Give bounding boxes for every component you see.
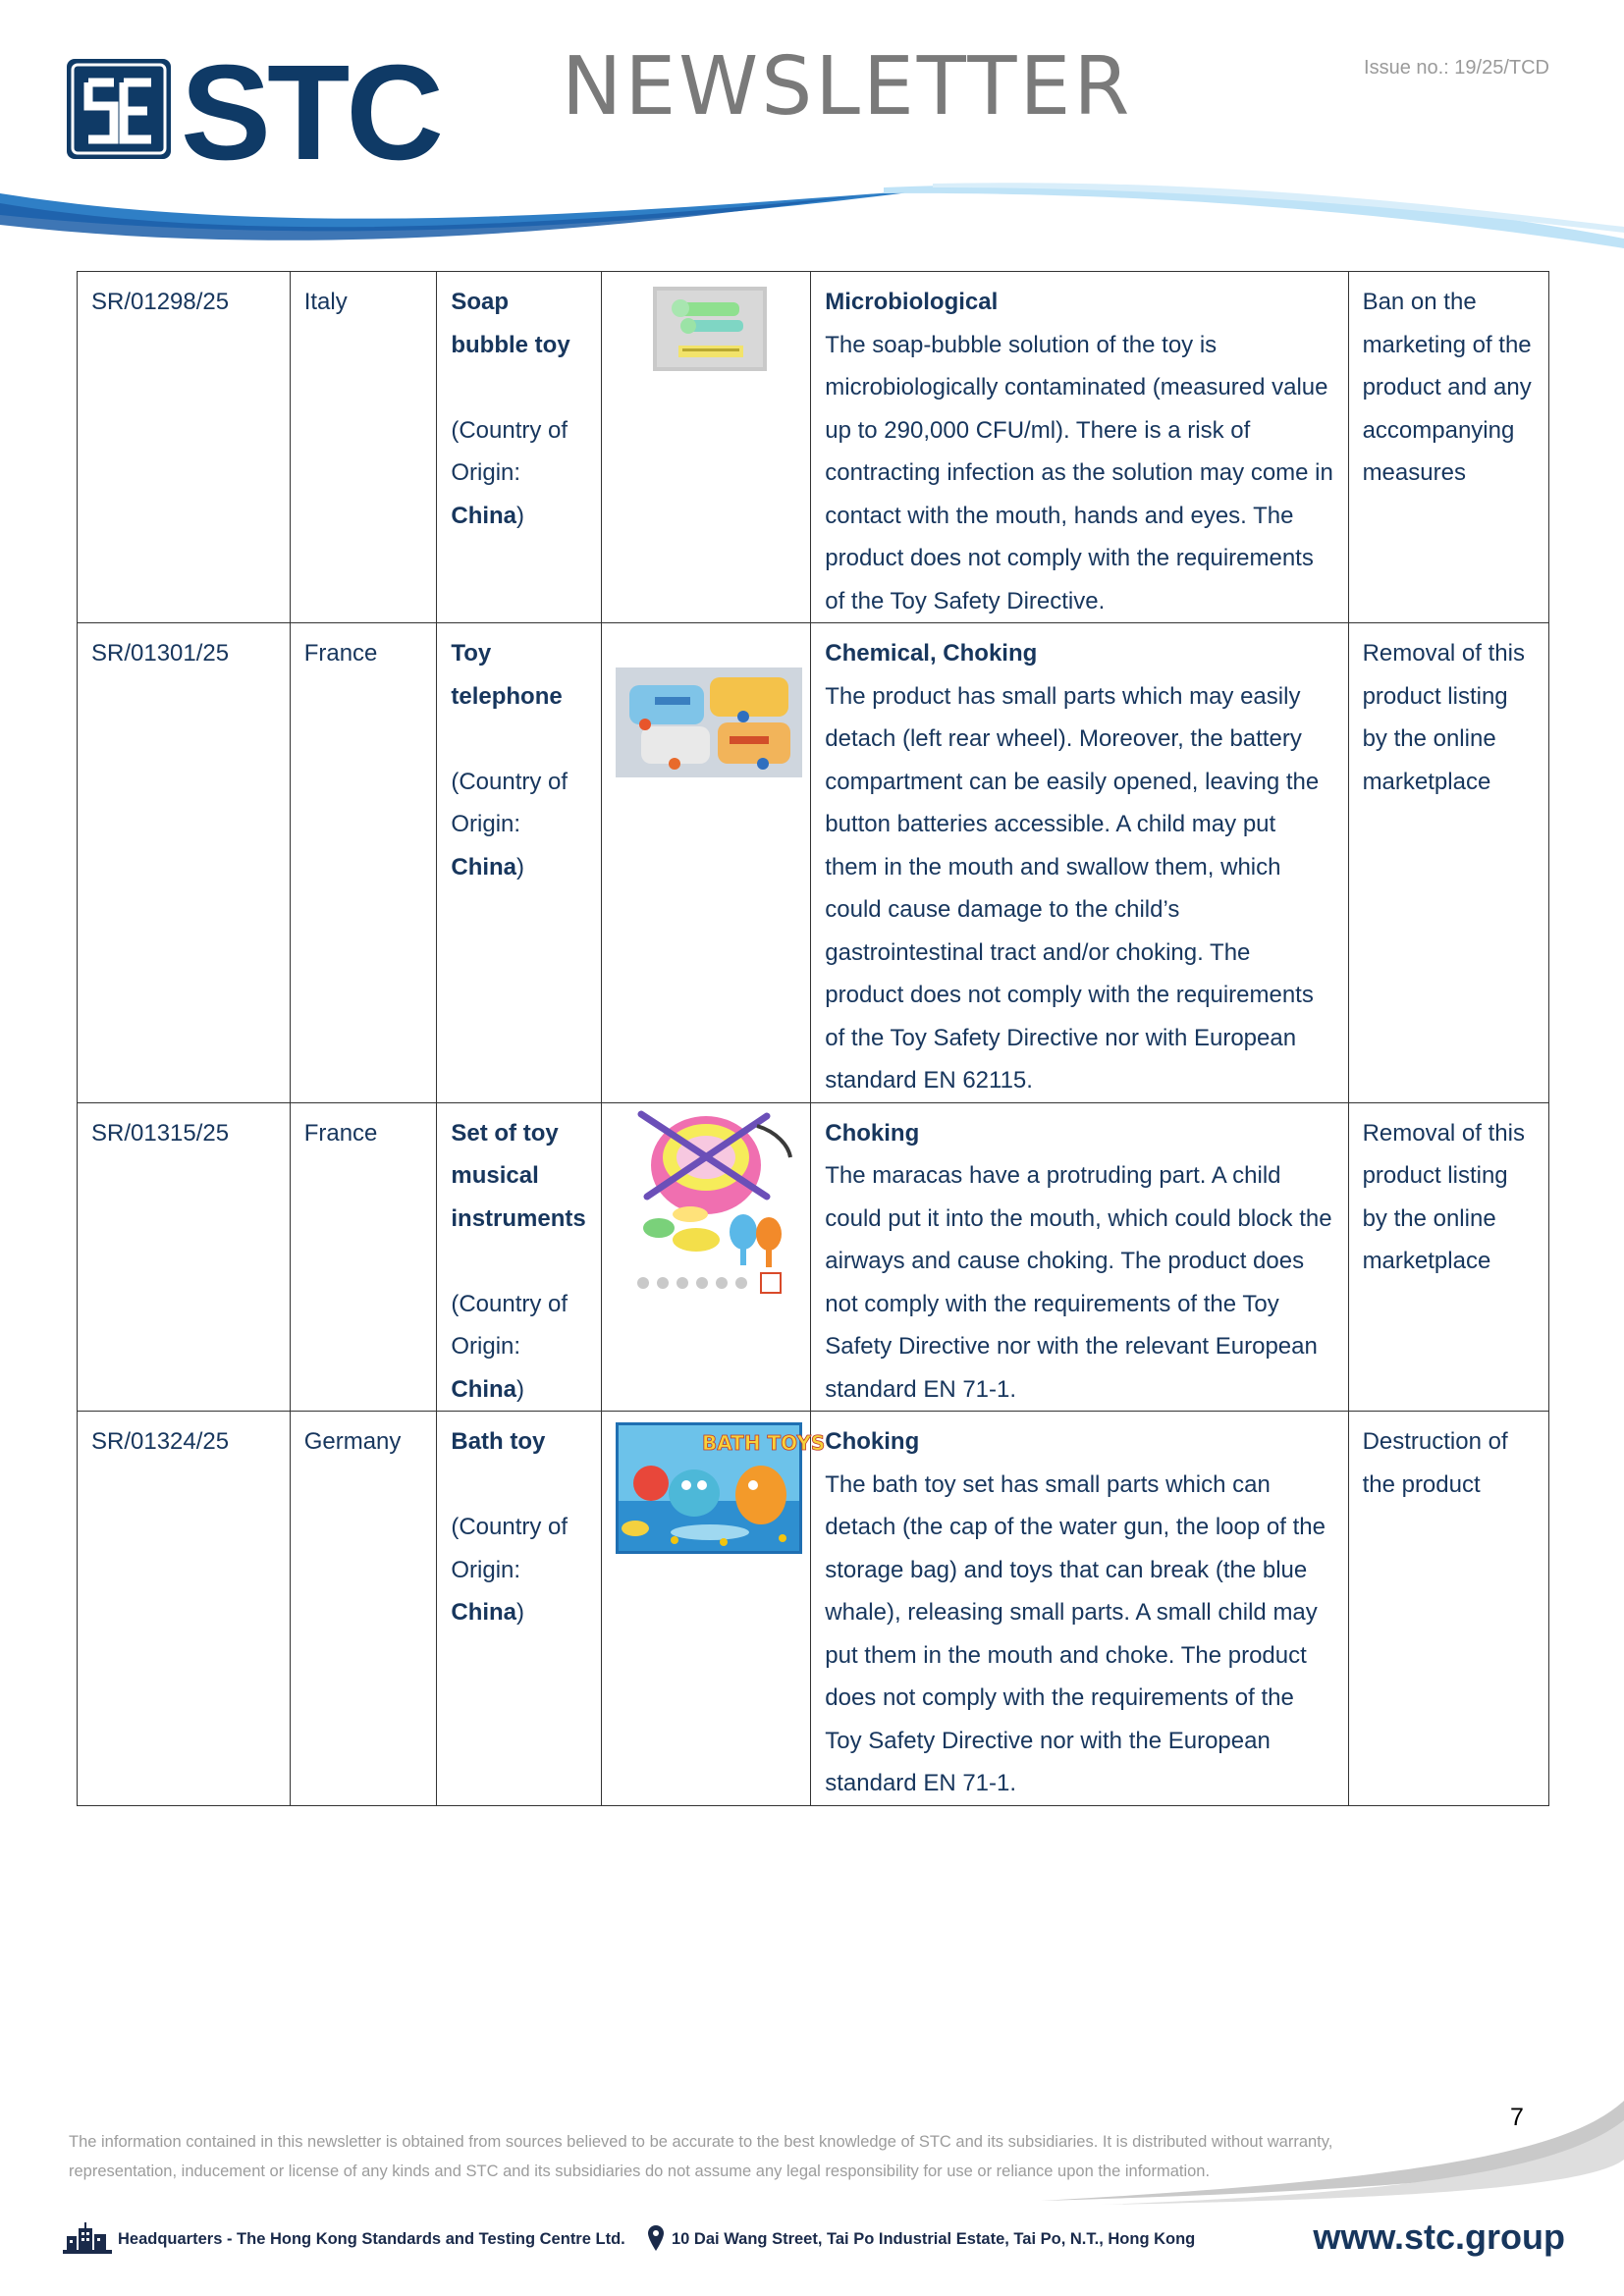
- risk-description-cell: [811, 272, 1348, 623]
- header-swoosh: [0, 182, 1624, 260]
- product-cell: [437, 1412, 602, 1806]
- origin-label: (Country of: [451, 768, 568, 795]
- origin-label: (Country of: [451, 416, 568, 444]
- disclaimer: The information contained in this newsletter is obtained from sources believed to be accurate to the best knowledge of STC and its subsidiaries. It is distributed without warranty, representation, inducement or license of any kinds and STC and its subsidiaries do not assume any legal responsibility for use or reliance upon the information.: [69, 2133, 1333, 2180]
- product-image-cell: [601, 623, 810, 1103]
- origin-label: Origin:: [451, 811, 521, 837]
- origin-country-line: [451, 846, 587, 889]
- product-name: Toy telephone: [451, 640, 563, 710]
- headquarters-text: Headquarters - The Hong Kong Standards and Testing Centre Ltd.: [118, 2230, 625, 2248]
- measures-taken: Removal of this product listing by the online marketplace: [1348, 1102, 1548, 1412]
- table-row: [78, 1102, 1549, 1412]
- footer-bar: [63, 2216, 1565, 2262]
- origin-country-line: [451, 1368, 587, 1412]
- product-image-cell: [601, 1102, 810, 1412]
- svg-text:BATH TOYS: BATH TOYS: [701, 1431, 826, 1455]
- recall-table: [77, 271, 1549, 1806]
- product-cell: [437, 272, 602, 623]
- origin-label: Origin:: [451, 1333, 521, 1360]
- risk-type: Choking: [825, 1428, 920, 1455]
- page-number: 7: [1510, 2104, 1524, 2131]
- risk-description-cell: [811, 1412, 1348, 1806]
- website-link[interactable]: www.stc.group: [1313, 2216, 1565, 2257]
- origin-label: Origin:: [451, 459, 521, 486]
- bath-toy-photo: [616, 1422, 826, 1554]
- origin-country: China: [451, 1599, 517, 1626]
- musical-instruments-photo: [620, 1106, 792, 1303]
- reference-number: SR/01315/25: [78, 1102, 291, 1412]
- table-row: [78, 1412, 1549, 1806]
- product-name: Soap bubble toy: [451, 289, 570, 358]
- measures-taken: Ban on the marketing of the product and any accompanying measures: [1348, 272, 1548, 623]
- product-name: Bath toy: [451, 1428, 546, 1455]
- soap-bubble-toy-photo: [653, 287, 767, 371]
- risk-description: The soap-bubble solution of the toy is microbiologically contaminated (measured value up to 290,000 CFU/ml). There is a risk of contracting infection as the solution may come in contact with the mouth, hands and eyes. The product does not comply with the requirements of the Toy Safety Directive.: [825, 331, 1333, 614]
- origin-close: ): [516, 1375, 525, 1403]
- product-image-cell: [601, 1412, 826, 1806]
- address-text: 10 Dai Wang Street, Tai Po Industrial Estate, Tai Po, N.T., Hong Kong: [672, 2230, 1196, 2248]
- notifying-country: Italy: [290, 272, 437, 623]
- risk-type: Choking: [825, 1119, 920, 1147]
- location-pin-icon: [648, 2225, 664, 2251]
- table-row: [78, 272, 1549, 623]
- origin-close: ): [516, 502, 525, 529]
- toy-telephone-photo: [616, 667, 802, 777]
- issue-number: Issue no.: 19/25/TCD: [1364, 57, 1549, 79]
- product-name: Set of toy musical instruments: [451, 1119, 586, 1232]
- product-cell: [437, 1102, 602, 1412]
- notifying-country: Germany: [290, 1412, 437, 1806]
- svg-text:STC: STC: [181, 37, 440, 188]
- reference-number: SR/01324/25: [78, 1412, 291, 1806]
- risk-description: The bath toy set has small parts which can detach (the cap of the water gun, the loop of the storage bag) and toys that can break (the blue whale), releasing small parts. A small child may put them in the mouth and choke. The product does not comply with the requirements of the Toy Safety Directive nor with the European standard EN 71-1.: [825, 1470, 1326, 1796]
- notifying-country: France: [290, 623, 437, 1103]
- notifying-country: France: [290, 1102, 437, 1412]
- reference-number: SR/01298/25: [78, 272, 291, 623]
- table-row: [78, 623, 1549, 1103]
- risk-type: Microbiological: [825, 289, 999, 315]
- origin-label: Origin:: [451, 1556, 521, 1583]
- product-image-cell: [601, 272, 810, 623]
- measures-taken: Destruction of the product: [1348, 1412, 1548, 1806]
- origin-country-line: [451, 1591, 587, 1634]
- measures-taken: Removal of this product listing by the online marketplace: [1348, 623, 1548, 1103]
- product-cell: [437, 623, 602, 1103]
- origin-label: (Country of: [451, 1290, 568, 1317]
- building-icon: [63, 2222, 112, 2254]
- origin-label: (Country of: [451, 1514, 568, 1540]
- stc-logo: [67, 37, 460, 188]
- risk-description: The product has small parts which may easily detach (left rear wheel). Moreover, the battery compartment can be easily opened, leaving the button batteries accessible. A child may put them in the mouth and swallow them, which could cause damage to the child’s gastrointestinal tract and/or choking. The product does not comply with the requirements of the Toy Safety Directive nor with European standard EN 62115.: [825, 682, 1320, 1094]
- origin-country: China: [451, 1375, 517, 1403]
- origin-country: China: [451, 853, 517, 881]
- risk-description: The maracas have a protruding part. A child could put it into the mouth, which could block the airways and cause choking. The product does not comply with the requirements of the Toy Safety Directive nor with the relevant European standard EN 71-1.: [825, 1162, 1332, 1403]
- risk-type: Chemical, Choking: [825, 640, 1038, 667]
- risk-description-cell: [811, 1102, 1348, 1412]
- reference-number: SR/01301/25: [78, 623, 291, 1103]
- newsletter-title: NEWSLETTER: [562, 40, 1133, 133]
- origin-country-line: [451, 495, 587, 538]
- origin-close: ): [516, 853, 525, 881]
- origin-close: ): [516, 1599, 525, 1626]
- risk-description-cell: [811, 623, 1348, 1103]
- origin-country: China: [451, 502, 517, 529]
